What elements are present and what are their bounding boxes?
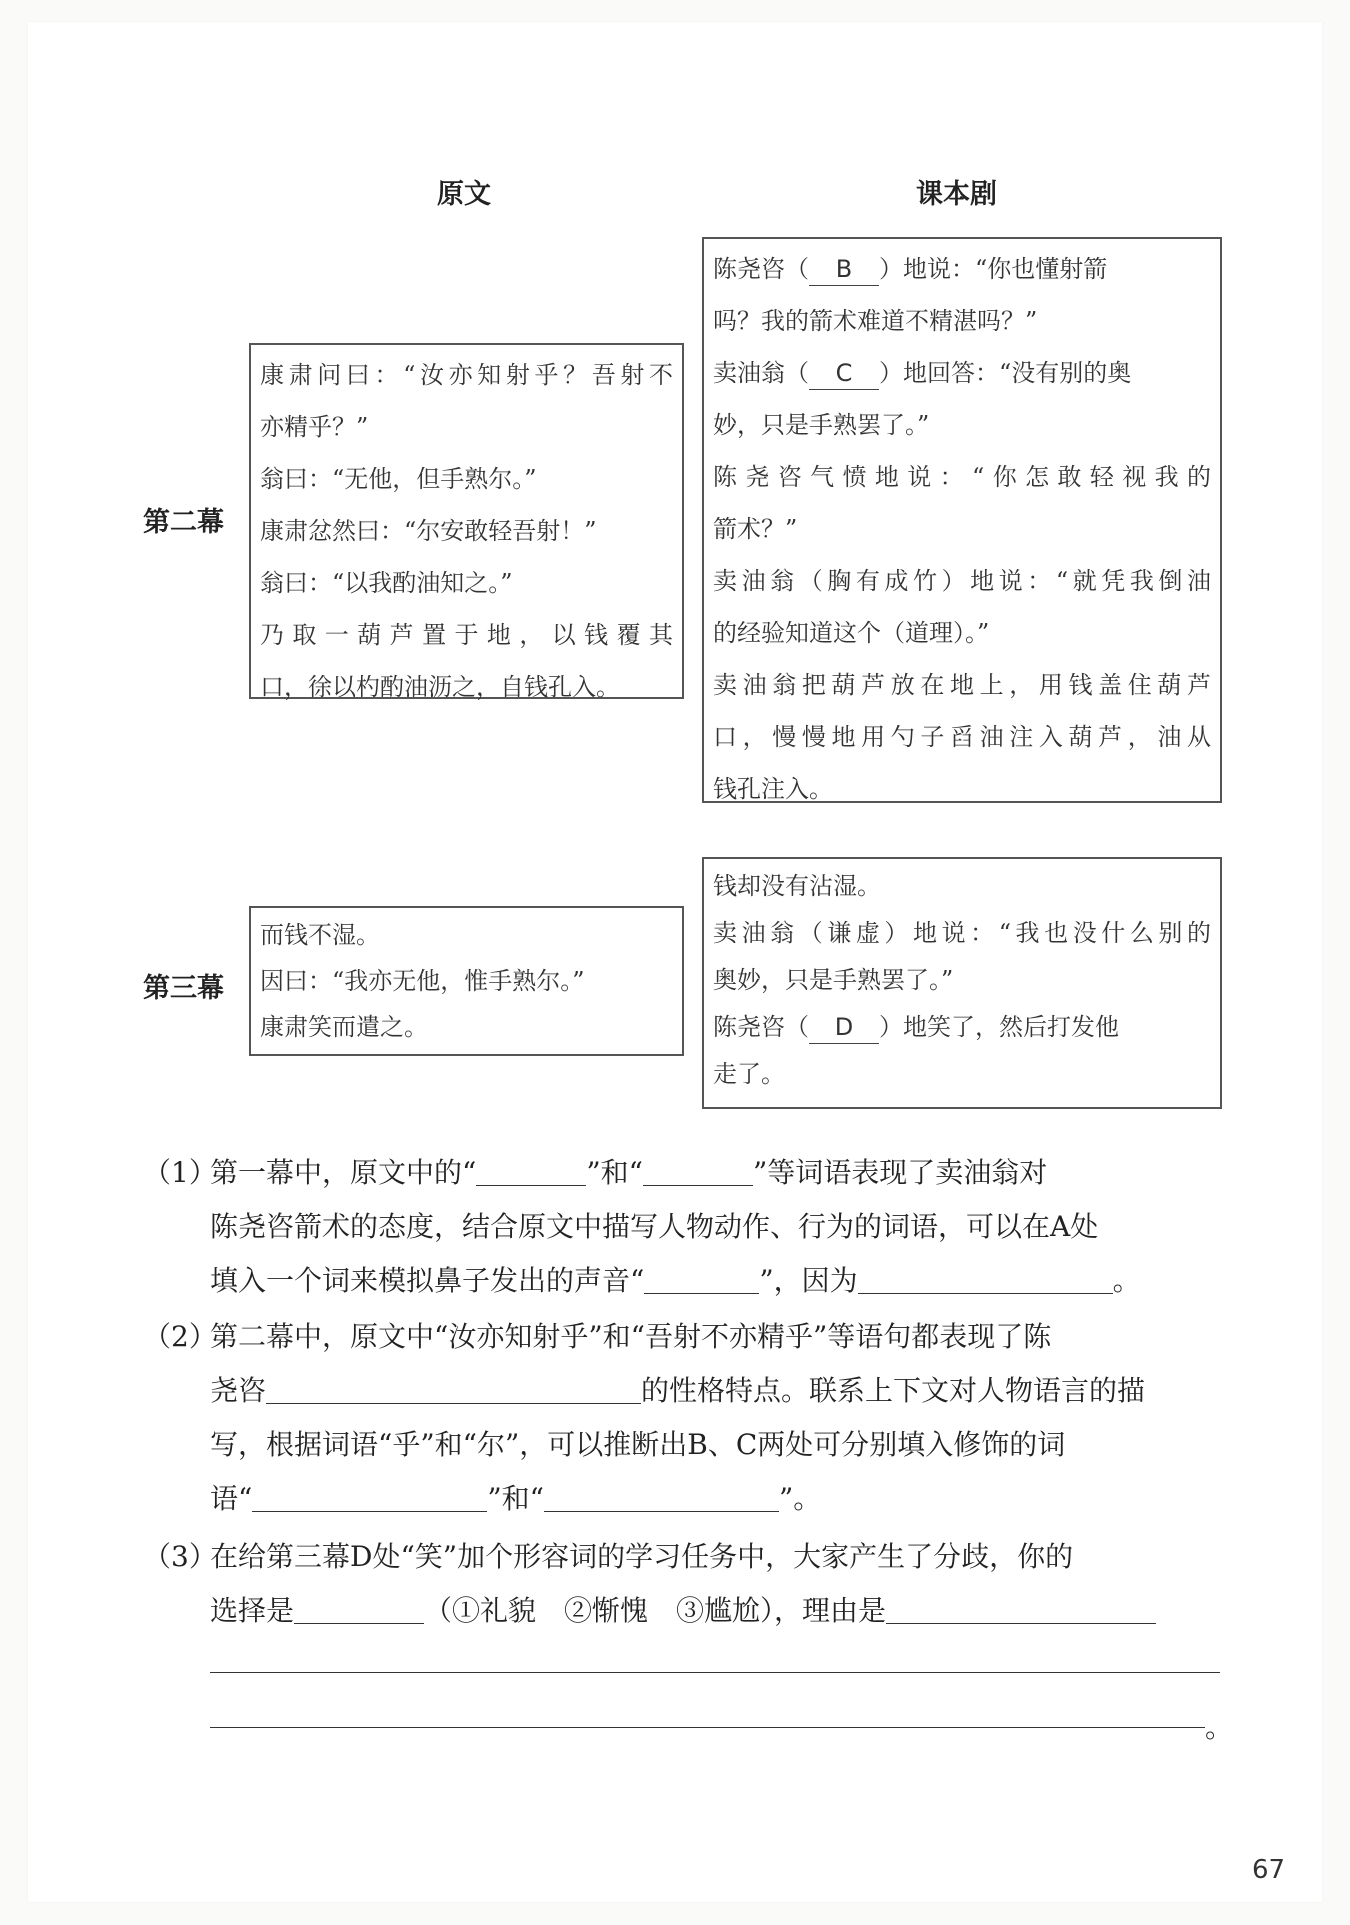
act2-script-line: 箭术？” — [713, 515, 798, 543]
act2-label: 第二幕 — [143, 507, 224, 538]
act3-original-line: 而钱不湿。 — [260, 921, 380, 949]
act3-script-line: 走了。 — [713, 1060, 785, 1088]
act2-original-box — [249, 343, 684, 699]
question-text: 语“ — [210, 1482, 253, 1515]
act3-original-line: 康肃笑而遣之。 — [260, 1013, 428, 1041]
act2-script-line: 陈尧咨气愤地说：“你怎敢轻视我的 — [713, 463, 1211, 491]
question-text: 填入一个词来模拟鼻子发出的声音“ — [210, 1264, 645, 1297]
answer-line[interactable] — [210, 1727, 1205, 1728]
act2-script-line: 吗？我的箭术难道不精湛吗？” — [713, 307, 1038, 335]
act2-script-box — [702, 237, 1222, 803]
answer-blank[interactable] — [476, 1151, 586, 1186]
act3-original-box — [249, 906, 684, 1056]
act3-script-line: 奥妙，只是手熟罢了。” — [713, 966, 954, 994]
act2-script-line: 口，慢慢地用勺子舀油注入葫芦，油从 — [713, 723, 1211, 751]
act2-script-line: 的经验知道这个（道理）。” — [713, 619, 990, 647]
question-1 — [143, 1146, 1223, 1308]
answer-blank[interactable] — [643, 1151, 753, 1186]
question-text: 第二幕中，原文中“汝亦知射乎”和“吾射不亦精乎”等语句都表现了陈 — [210, 1320, 1052, 1353]
question-2 — [143, 1310, 1223, 1526]
answer-blank-d: D — [809, 1011, 879, 1044]
answer-line[interactable] — [210, 1672, 1220, 1673]
act3-original-line: 因曰：“我亦无他，惟手熟尔。” — [260, 967, 585, 995]
act2-script-line — [713, 347, 1211, 399]
question-3 — [143, 1530, 1223, 1638]
answer-blank[interactable] — [858, 1259, 1113, 1294]
question-text: ”和“ — [487, 1482, 544, 1515]
answer-blank[interactable] — [266, 1369, 641, 1404]
act2-script-line: 卖油翁把葫芦放在地上，用钱盖住葫芦 — [713, 671, 1211, 699]
question-number: （2） — [143, 1320, 217, 1353]
act3-script-text: 陈尧咨（ — [713, 1013, 809, 1041]
question-text: 选择是 — [210, 1594, 295, 1627]
act3-script-line: 钱却没有沾湿。 — [713, 872, 881, 900]
answer-blank[interactable] — [294, 1589, 424, 1624]
question-text: ”，因为 — [759, 1264, 858, 1297]
question-text: 第一幕中，原文中的“ — [210, 1156, 477, 1189]
answer-blank-c: C — [809, 357, 879, 390]
act3-script-text: ）地笑了，然后打发他 — [879, 1013, 1119, 1041]
question-text: 在给第三幕D处“笑”加个形容词的学习任务中，大家产生了分歧，你的 — [210, 1540, 1074, 1573]
act2-original-line: 翁曰：“以我酌油知之。” — [260, 569, 513, 597]
question-text: （①礼貌 ②惭愧 ③尴尬），理由是 — [424, 1594, 887, 1627]
act2-script-text: 陈尧咨（ — [713, 255, 809, 283]
act3-script-line — [713, 1004, 1211, 1051]
act3-label: 第三幕 — [143, 973, 224, 1004]
question-number: （3） — [143, 1540, 217, 1573]
act2-original-line: 口，徐以杓酌油沥之，自钱孔入。 — [260, 673, 620, 701]
act3-script-line: 卖油翁（谦虚）地说：“我也没什么别的 — [713, 919, 1211, 947]
act2-script-line: 卖油翁（胸有成竹）地说：“就凭我倒油 — [713, 567, 1211, 595]
question-number: （1） — [143, 1156, 217, 1189]
question-text: ”。 — [778, 1482, 822, 1515]
answer-blank[interactable] — [544, 1477, 779, 1512]
question-text: ”等词语表现了卖油翁对 — [752, 1156, 1048, 1189]
answer-blank[interactable] — [252, 1477, 487, 1512]
act2-original-line: 康肃问曰：“汝亦知射乎？吾射不 — [260, 361, 673, 389]
answer-line-end: 。 — [1205, 1711, 1234, 1744]
act2-script-text: ）地回答：“没有别的奥 — [879, 359, 1132, 387]
page-number: 67 — [1252, 1855, 1286, 1885]
act2-original-line: 翁曰：“无他，但手熟尔。” — [260, 465, 537, 493]
act3-script-box — [702, 857, 1222, 1109]
act2-script-line — [713, 243, 1211, 295]
act2-script-text: 卖油翁（ — [713, 359, 809, 387]
header-script: 课本剧 — [916, 179, 997, 210]
question-text: 陈尧咨箭术的态度，结合原文中描写人物动作、行为的词语，可以在A处 — [210, 1210, 1099, 1243]
answer-blank-b: B — [809, 253, 879, 286]
answer-blank[interactable] — [886, 1589, 1156, 1624]
answer-blank[interactable] — [644, 1259, 759, 1294]
question-text: 写，根据词语“乎”和“尔”，可以推断出B、C两处可分别填入修饰的词 — [210, 1428, 1066, 1461]
question-text: 尧咨 — [210, 1374, 267, 1407]
header-original: 原文 — [437, 179, 491, 210]
question-text: ”和“ — [586, 1156, 643, 1189]
act2-script-line: 钱孔注入。 — [713, 775, 833, 803]
act2-original-line: 乃取一葫芦置于地，以钱覆其 — [260, 621, 673, 649]
question-text: 的性格特点。联系上下文对人物语言的描 — [641, 1374, 1146, 1407]
act2-original-line: 亦精乎？” — [260, 413, 369, 441]
act2-script-text: ）地说：“你也懂射箭 — [879, 255, 1108, 283]
act2-original-line: 康肃忿然曰：“尔安敢轻吾射！” — [260, 517, 597, 545]
question-text: 。 — [1112, 1264, 1141, 1297]
act2-script-line: 妙，只是手熟罢了。” — [713, 411, 930, 439]
